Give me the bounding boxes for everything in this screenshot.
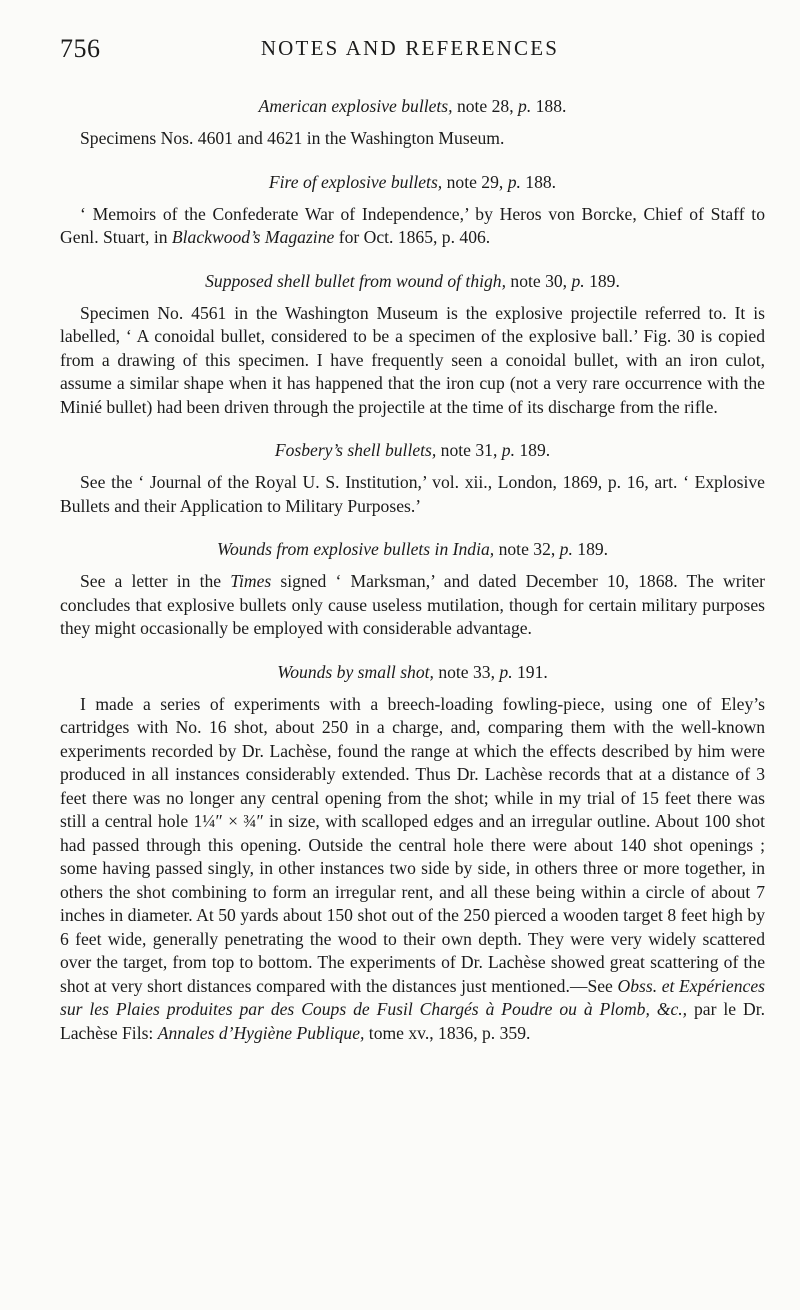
page-number: 756 [60, 34, 101, 63]
note-section [60, 94, 765, 151]
note-paragraph: Specimen No. 4561 in the Washington Museum is the explosive projectile referred to. It is labelled, ‘ A conoidal bullet, considered to be a specimen of the explosive ball.’ Fig. 30 is copied from a drawing of this specimen. I have frequently seen a conoidal bullet, with an iron culot, assume a similar shape when it has happened that the iron cup (not a very rare occurrence with the Minié bullet) had been driven through the projectile at the time of its discharge from the rifle. [60, 302, 765, 417]
page-body [60, 94, 765, 1064]
note-section [60, 537, 765, 641]
note-section [60, 660, 765, 1046]
note-paragraph: Specimens Nos. 4601 and 4621 in the Washington Museum. [80, 128, 505, 148]
note-section [60, 269, 765, 420]
note-section [60, 170, 765, 250]
note-heading: Wounds by small shot, note 33, p. 191. [277, 661, 548, 682]
note-paragraph: See a letter in the Times signed ‘ Marksman,’ and dated December 10, 1868. The writer concludes that explosive bullets only cause useless mutilation, though for certain military purposes they might occasionally be employed with considerable advantage. [60, 571, 765, 638]
note-paragraph: See the ‘ Journal of the Royal U. S. Institution,’ vol. xii., London, 1869, p. 16, art. ‘ Explosive Bullets and their Application to Military Purposes.’ [60, 472, 765, 516]
note-heading: Supposed shell bullet from wound of thigh, note 30, p. 189. [205, 270, 620, 291]
page-header [60, 34, 760, 68]
note-section [60, 438, 765, 518]
note-heading: Wounds from explosive bullets in India, note 32, p. 189. [216, 539, 609, 559]
note-heading: Fosbery’s shell bullets, note 31, p. 189. [274, 440, 551, 460]
note-heading: Fire of explosive bullets, note 29, p. 188. [268, 171, 557, 192]
note-paragraph: ‘ Memoirs of the Confederate War of Independence,’ by Heros von Borcke, Chief of Staff to Genl. Stuart, in Blackwood’s Magazine for Oct. 1865, p. 406. [60, 203, 765, 247]
note-heading: American explosive bullets, note 28, p. 188. [258, 96, 567, 116]
running-head: NOTES AND REFERENCES [260, 36, 560, 60]
note-paragraph: I made a series of experiments with a breech-loading fowling-piece, using one of Eley’s cartridges with No. 16 shot, about 250 in a charge, and, comparing them with the well-known experiments recorded by Dr. Lachèse, found the range at which the effects described by him were produced in all instances considerably extended. Thus Dr. Lachèse records that at a distance of 3 feet there was no longer any central opening from the shot; while in my trial of 15 feet there was still a central hole 1¼″ × ¾″ in size, with scalloped edges and an irregular outline. About 100 shot had passed through this opening. Outside the central hole there were about 140 shot openings ; some having passed singly, in other instances two side by side, in others three or more together, in others the shot combining to form an irregular rent, and all these being within a circle of about 7 inches in diameter. At 50 yards about 150 shot out of the 250 pierced a wooden target 8 feet high by 6 feet wide, generally penetrating the wood to their own depth. They were very widely scattered over the target, from top to bottom. The experiments of Dr. Lachèse showed great scattering of the shot at very short distances compared with the distances just mentioned.—See Obss. et Expériences sur les Plaies produites par des Coups de Fusil Chargés à Poudre ou à Plomb, &c., par le Dr. Lachèse Fils: Annales d’Hygiène Publique, tome xv., 1836, p. 359. [60, 693, 765, 1043]
